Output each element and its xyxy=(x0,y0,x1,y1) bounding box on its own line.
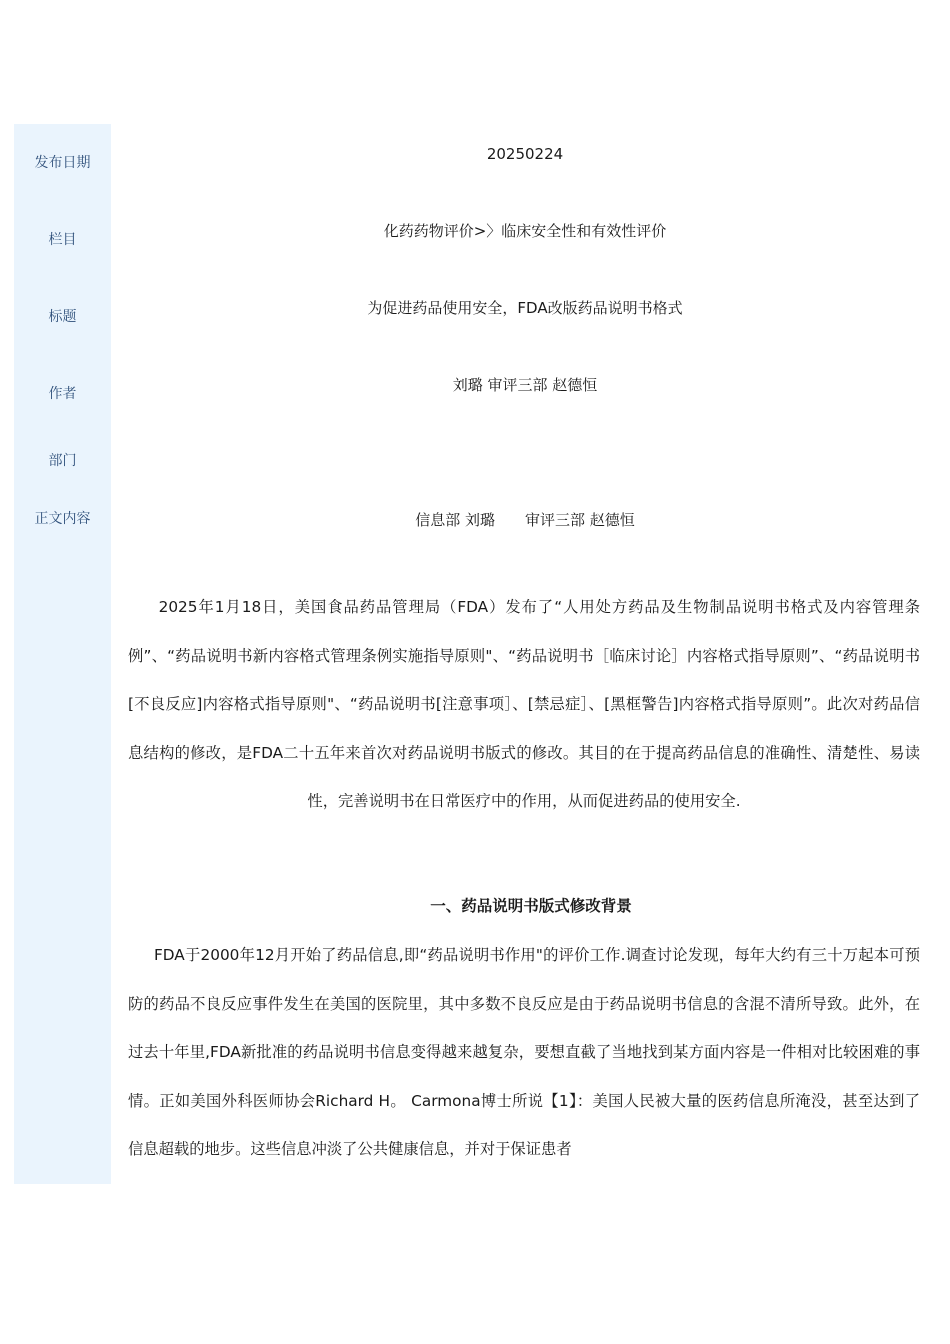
body-paragraph-1: 2025年1月18日，美国食品药品管理局（FDA）发布了“人用处方药品及生物制品说明书格式及内容管理条例”、“药品说明书新内容格式管理条例实施指导原则"、“药品说明书［临床讨论］内容格式指导原则”、“药品说明书[不良反应]内容格式指导原则"、“药品说明书[注意事项］、[禁忌症］、[黑框警告]内容格式指导原则”。此次对药品信息结构的修改，是FDA二十五年来首次对药品说明书版式的修改。其目的在于提高药品信息的准确性、清楚性、易读性，完善说明书在日常医疗中的作用，从而促进药品的使用安全. xyxy=(128,598,920,810)
label-department: 部门 xyxy=(48,453,77,469)
body-paragraph-2: FDA于2000年12月开始了药品信息,即“药品说明书作用"的评价工作.调查讨论发现，每年大约有三十万起本可预防的药品不良反应事件发生在美国的医院里，其中多数不良反应是由于药品说明书信息的含混不清所导致。此外，在过去十年里,FDA新批准的药品说明书信息变得越来越复杂，要想直截了当地找到某方面内容是一件相对比较困难的事情。正如美国外科医师协会Richard H。 Carmona博士所说【1】：美国人民被大量的医药信息所淹没，甚至达到了信息超载的地步。这些信息冲淡了公共健康信息，并对于保证患者 xyxy=(128,946,920,1158)
publish-date-value: 20250224 xyxy=(486,145,564,163)
column-value: 化药药物评价>〉临床安全性和有效性评价 xyxy=(383,222,667,240)
department-a: 信息部 刘璐 xyxy=(415,511,495,529)
label-body-content: 正文内容 xyxy=(34,511,91,527)
label-column: 栏目 xyxy=(48,232,77,248)
author-value: 刘璐 审评三部 赵德恒 xyxy=(452,376,598,394)
section-heading-1: 一、药品说明书版式修改背景 xyxy=(430,897,632,915)
department-b: 审评三部 赵德恒 xyxy=(525,511,635,529)
department-value xyxy=(120,510,930,530)
field-label-sidebar xyxy=(14,124,111,1184)
label-author: 作者 xyxy=(48,386,77,402)
label-title: 标题 xyxy=(48,309,77,325)
label-publish-date: 发布日期 xyxy=(34,155,91,171)
title-value: 为促进药品使用安全，FDA改版药品说明书格式 xyxy=(367,299,683,317)
